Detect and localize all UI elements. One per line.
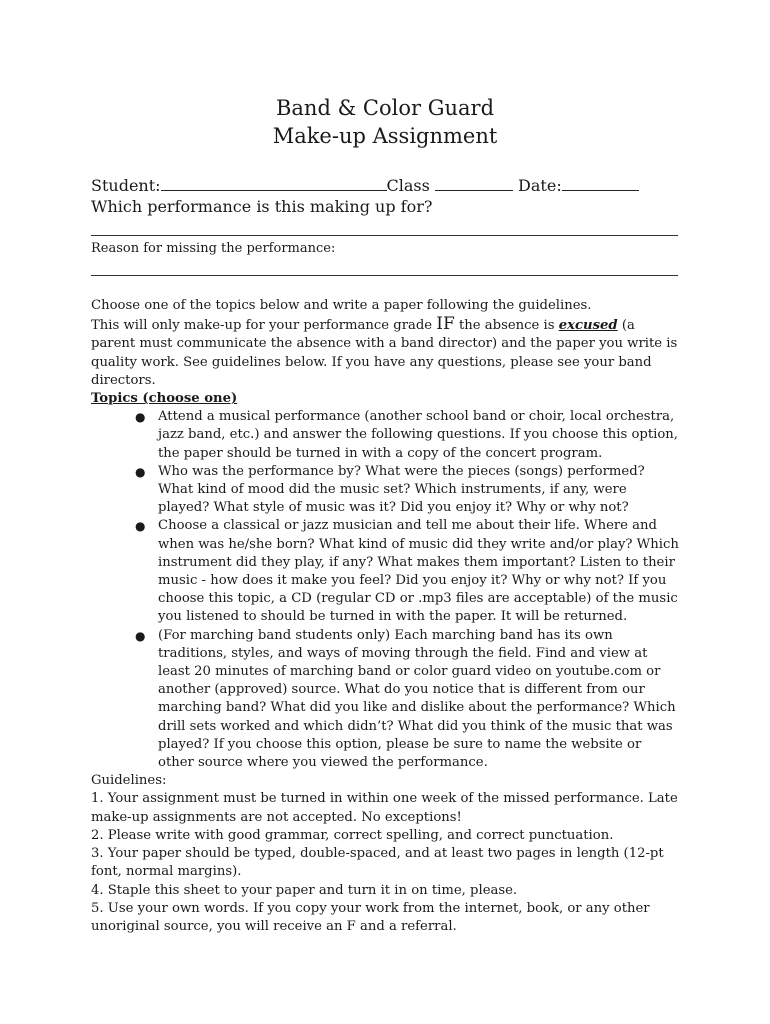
guideline-item: 1. Your assignment must be turned in within one week of the missed performance. Late make-up assignments are not accepted. No exceptions! [91, 791, 678, 825]
bullet-icon: ● [135, 464, 146, 479]
student-label: Student: [91, 176, 161, 195]
excused-text: excused [558, 318, 618, 334]
assignment-body [91, 297, 681, 936]
topic-item: ● Who was the performance by? What were the pieces (songs) performed? What kind of mood did the music set? Which instruments, if any, were played? What style of music was it? Did you enjoy it? Why or why not? [135, 463, 645, 516]
para-part-1: This will only make-up for your performance grade [91, 318, 437, 334]
reason-label: Reason for missing the performance: [91, 241, 336, 256]
performance-answer-line[interactable] [91, 235, 678, 236]
title-line-2: Make-up Assignment [272, 124, 498, 148]
para-part-2: the absence is [454, 318, 559, 334]
bullet-icon: ● [135, 410, 146, 425]
guideline-item: 5. Use your own words. If you copy your work from the internet, book, or any other unoriginal source, you will receive an F and a referral. [91, 900, 650, 934]
student-info-row [91, 176, 639, 196]
grade-paragraph [91, 315, 681, 390]
topics-list [91, 408, 681, 772]
date-label: Date: [518, 176, 562, 195]
bullet-icon: ● [135, 628, 146, 643]
topics-heading: Topics (choose one) [91, 391, 238, 407]
para-if: IF [436, 314, 455, 335]
class-blank[interactable] [435, 176, 513, 191]
topic-item: ● Choose a classical or jazz musician and tell me about their life. Where and when was he/she born? What kind of music did they write and/or play? Which instrument did they play, if any? What makes them important? Listen to their music - how does it make you feel? Did you enjoy it? Why or why not? If you choose this topic, a CD (regular CD or .mp3 files are acceptable) of the music you listened to should be turned in with the paper. It will be returned. [135, 518, 679, 625]
guidelines-heading: Guidelines: [91, 773, 167, 789]
guideline-item: 4. Staple this sheet to your paper and turn it in on time, please. [91, 882, 518, 898]
date-blank[interactable] [562, 176, 639, 191]
topic-item: ● Attend a musical performance (another school band or choir, local orchestra, jazz band, etc.) and answer the following questions. If you choose this option, the paper should be turned in with a copy of the concert program. [135, 409, 678, 461]
student-name-blank[interactable] [161, 176, 387, 191]
performance-question: Which performance is this making up for? [91, 197, 433, 216]
bullet-icon: ● [135, 519, 146, 534]
reason-answer-line[interactable] [91, 275, 678, 276]
title-line-1: Band & Color Guard [275, 96, 495, 120]
guideline-item: 2. Please write with good grammar, correct spelling, and correct punctuation. [91, 827, 614, 843]
intro-text: Choose one of the topics below and write a paper following the guidelines. [91, 298, 592, 313]
topic-item: ● (For marching band students only) Each marching band has its own traditions, styles, and ways of moving through the field. Find and view at least 20 minutes of marching band or color guard video on youtube.com or another (approved) source. What do you notice that is different from our marching band? What did you like and dislike about the performance? Which drill sets worked and which didn’t? What did you think of the music that was played? If you choose this option, please be sure to name the website or other source where you viewed the performance. [135, 627, 676, 771]
class-label: Class [386, 176, 430, 195]
guideline-item: 3. Your paper should be typed, double-spaced, and at least two pages in length (12-pt font, normal margins). [91, 846, 664, 880]
para-part-3: (a parent must communicate the absence with a band director) and the paper you write is quality work. See guidelines below. If you have any questions, please see your band directors. [91, 318, 678, 388]
